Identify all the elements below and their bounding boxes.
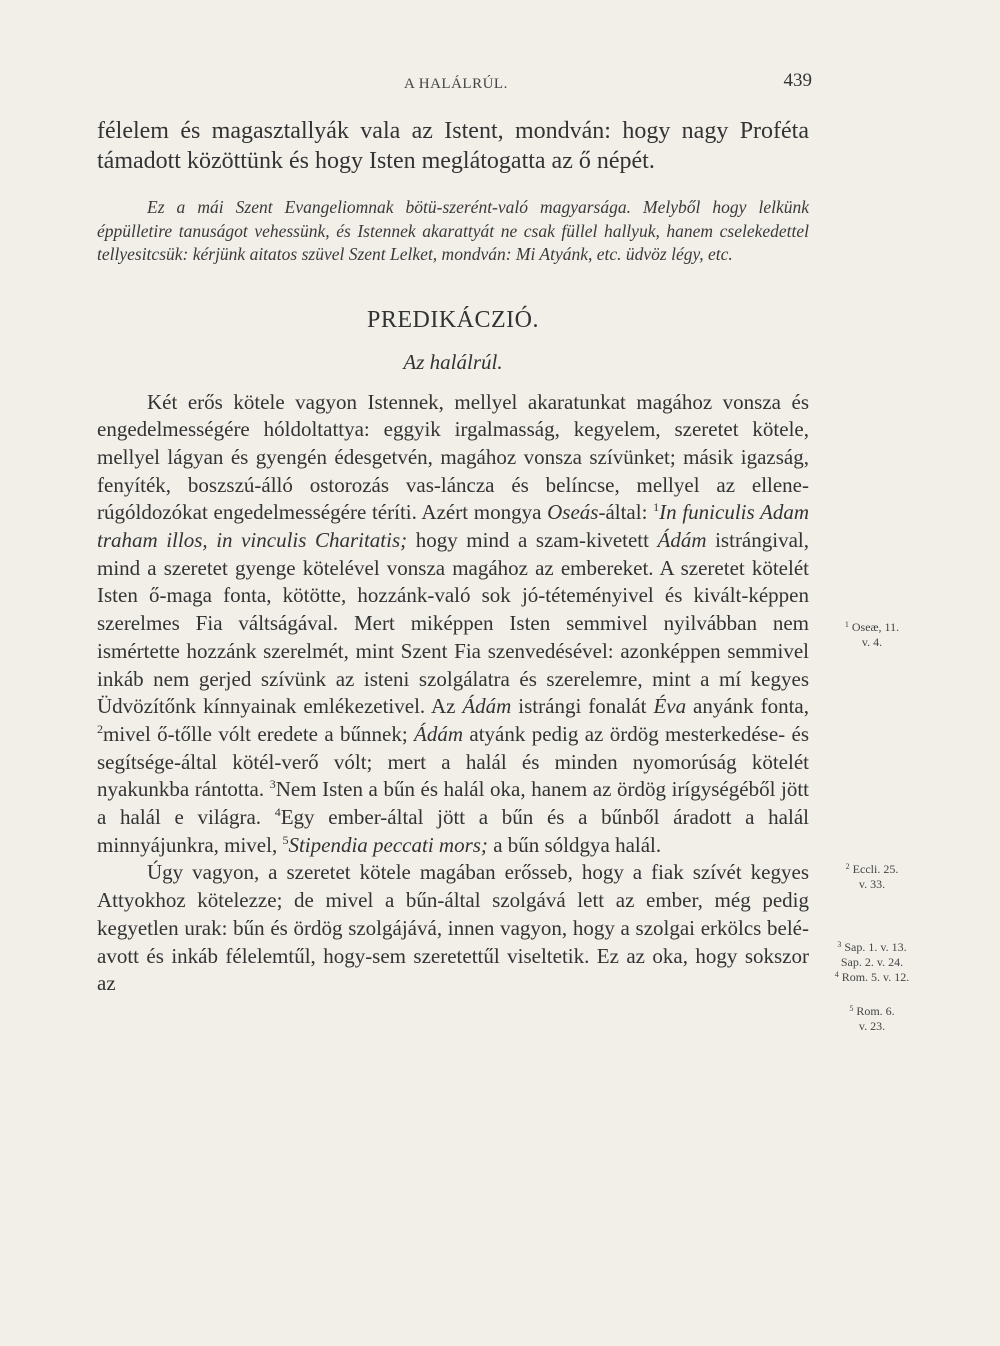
text-run: Nem Isten a bűn és halál oka, hanem az ördög irígységéből jött a halál e világra. [97, 777, 809, 830]
text-run-italic: Ádám [462, 694, 512, 719]
margin-note-5 [822, 1004, 922, 1034]
margin-note-mark: 1 [844, 620, 849, 629]
footnote-marker: 2 [97, 721, 103, 736]
margin-note-1 [822, 620, 922, 650]
footnote-marker: 4 [274, 805, 281, 820]
footnote-marker: 1 [653, 500, 660, 515]
section-heading: PREDIKÁCZIÓ. [367, 306, 539, 333]
page-header [0, 64, 1000, 104]
intro-italic-paragraph: Ez a mái Szent Evangeliomnak bötü-szerént-való magyarsága. Melyből hogy lelkünk éppülletire tanuságot vehessünk, és Istennek akarattyát ne csak füllel hallyuk, hanem cselekedettel tellyesitcsük: kérjünk aitatos szüvel Szent Lelket, mondván: Mi Atyánk, etc. üdvöz légy, etc. [97, 197, 809, 264]
margin-note-mark: 2 [845, 862, 850, 871]
latin-quote: Stipendia peccati mors; [288, 832, 488, 857]
text-run: anyánk fonta, [686, 694, 810, 719]
text-run: Két erős kötele vagyon Istennek, mellyel akaratunkat magához vonsza és engedelmességére hóldoltattya: eggyik irgalmasság, kegyelem, szeretet kötele, mellyel lágyan és gyengén édesgetvén, magához vonsza szívünket; másik igazság, fenyíték, boszszú-álló ostorozás vas-láncza és belíncse, mellyel az ellene-rúgóldozókat engedelmességére téríti. Azért mongya [97, 389, 809, 525]
running-head: A HALÁLRÚL. [404, 76, 508, 92]
text-run: -által: [598, 500, 654, 525]
margin-note-text: Rom. 5. v. 12. [841, 970, 910, 984]
text-run-italic: Éva [653, 694, 687, 719]
footnote-marker: 5 [282, 832, 289, 847]
sermon-paragraph-1 [97, 389, 809, 860]
margin-note-2 [822, 862, 922, 892]
text-run: a bűn sóldgya halál. [487, 832, 662, 857]
text-run-italic: Ádám [414, 721, 464, 746]
text-run: istrángi fonalát [511, 694, 654, 719]
margin-note-text: v. 23. [858, 1019, 886, 1033]
margin-note-text: Eccli. 25. [852, 862, 899, 876]
text-run: hogy mind a szam-kivetett [407, 528, 658, 553]
margin-note-mark: 5 [849, 1004, 854, 1013]
page-number: 439 [783, 70, 812, 91]
margin-note-text: Oseæ, 11. [851, 620, 900, 634]
sermon-paragraph-2: Úgy vagyon, a szeretet kötele magában erősseb, hogy a fiak szívét kegyes Attyokhoz kötelezze; de mivel a bűn-által szolgává lett az ember, még pedig kegyetlen urak: bűn és ördög szolgájává, innen vagyon, hogy a szolgai erkölcs belé-avott és inkáb félelemtűl, hogy-sem szeretettűl viseltetik. Ez az oka, hogy sokszor az [97, 860, 809, 996]
margin-note-mark: 4 [834, 970, 839, 979]
margin-note-mark: 3 [837, 940, 842, 949]
page-body [97, 116, 809, 998]
section-subheading: Az halálrúl. [403, 349, 503, 374]
text-run: mivel ő-tőlle vólt eredete a bűnnek; [103, 721, 415, 746]
text-run: atyánk pedig az ördög mesterkedése- és segítsége-által kötél-verő vólt; mert a halál és minden nyomorúság kötelét nyakunkba rántotta. [97, 721, 809, 802]
text-run-italic: Ádám [657, 528, 707, 553]
margin-note-text: v. 4. [861, 635, 883, 649]
margin-note-text: Rom. 6. [856, 1004, 895, 1018]
margin-note-text: v. 33. [858, 877, 886, 891]
text-run-italic: Oseás [547, 500, 599, 525]
text-run: Egy ember-által jött a bűn és a bűnből áradott a halál minnyájunkra, mivel, [97, 805, 809, 857]
margin-note-3 [822, 940, 922, 970]
continuation-paragraph: félelem és magasztallyák vala az Istent, mondván: hogy nagy Proféta támadott közöttünk és hogy Isten meglátogatta az ő népét. [97, 118, 809, 174]
text-run: istrángival, mind a szeretet gyenge kötelével vonsza magához az embereket. A szeretet kötelét Isten ő-maga fonta, kötötte, hozzánk-való sok jó-téteményivel és kivált-képpen szerelmes Fia váltságával. Mert miképpen Isten semmivel nyilvábban nem ismértette hozzánk szerelmét, mint Szent Fia szenvedésével: azonképpen semmivel inkáb nem gerjed szívünk az isteni szolgálatra és szerelemre, mint a mí kegyes Üdvözítőnk kínnyainak emlékezetivel. Az [97, 528, 809, 719]
footnote-marker: 3 [269, 777, 276, 792]
latin-quote: In funiculis Adam traham illos, in vinculis Charitatis; [97, 500, 809, 553]
margin-note-text: Sap. 1. v. 13. [844, 940, 907, 954]
margin-note-text: Sap. 2. v. 24. [840, 955, 904, 969]
margin-note-4 [822, 970, 922, 985]
